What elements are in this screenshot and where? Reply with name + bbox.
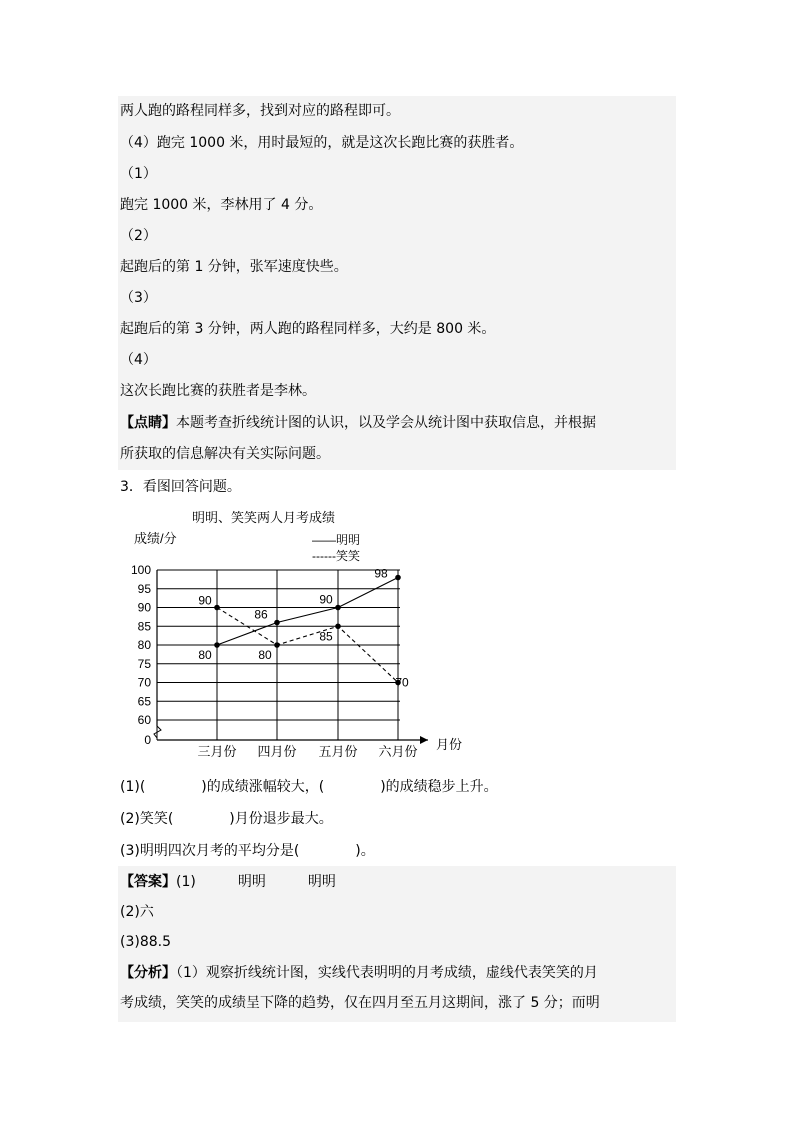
data-label: 90 <box>319 592 333 607</box>
answer-line-1 <box>120 872 336 892</box>
data-point <box>214 642 220 648</box>
chart-legend <box>312 533 360 563</box>
legend-item-xiaoxiao: ------笑笑 <box>312 549 360 563</box>
top-line: （2） <box>120 228 157 244</box>
data-label: 86 <box>254 607 268 622</box>
top-line: 跑完 1000 米，李林用了 4 分。 <box>120 197 323 213</box>
data-point <box>274 620 280 626</box>
legend-item-mingming: ——明明 <box>312 533 361 547</box>
data-point <box>335 605 341 611</box>
data-label: 80 <box>258 648 272 662</box>
data-label: 70 <box>395 675 409 690</box>
top-line: 两人跑的路程同样多，找到对应的路程即可。 <box>120 103 400 119</box>
chart-title: 明明、笑笑两人月考成绩 <box>192 510 336 525</box>
chart-xlabel: 月份 <box>436 737 463 752</box>
chart-x-ticks <box>197 744 417 759</box>
top-line: 这次长跑比赛的获胜者是李林。 <box>120 383 316 399</box>
top-line: （3） <box>120 290 157 306</box>
top-line: 起跑后的第 3 分钟，两人跑的路程同样多，大约是 800 米。 <box>120 321 496 337</box>
chart-grid <box>157 570 400 740</box>
question3-part1: (1)( )的成绩涨幅较大，( )的成绩稳步上升。 <box>120 779 498 795</box>
question3-title: 3．看图回答问题。 <box>120 479 241 495</box>
data-point <box>214 605 220 611</box>
dianjing-text-1: 本题考查折线统计图的认识，以及学会从统计图中获取信息，并根据 <box>176 415 596 431</box>
y-tick-label: 100 <box>130 563 151 577</box>
x-tick-label: 六月份 <box>378 744 418 759</box>
y-tick-label: 60 <box>137 713 151 727</box>
y-tick-label: 75 <box>137 656 151 671</box>
data-label: 80 <box>198 648 212 662</box>
y-tick-label: 80 <box>137 638 151 652</box>
x-tick-label: 三月份 <box>197 744 237 759</box>
series-line-mingming <box>217 578 398 646</box>
top-line: （1） <box>120 166 157 182</box>
top-line: （4） <box>120 352 157 368</box>
top-line: 起跑后的第 1 分钟，张军速度快些。 <box>120 259 348 275</box>
analysis-text-1: （1）观察折线统计图，实线代表明明的月考成绩，虚线代表笑笑的月 <box>176 965 598 981</box>
answer-line-2: (2)六 <box>120 904 154 920</box>
answer-text-1: (1) 明明 明明 <box>176 874 336 890</box>
answer-line-3: (3)88.5 <box>120 934 172 950</box>
data-label: 85 <box>319 629 333 644</box>
y-tick-label: 85 <box>137 619 151 634</box>
analysis-tag: 【分析】 <box>120 965 176 981</box>
dianjing-tag: 【点睛】 <box>120 415 176 431</box>
data-point <box>274 642 280 648</box>
top-line: （4）跑完 1000 米，用时最短的，就是这次长跑比赛的获胜者。 <box>120 135 524 151</box>
y-tick-label: 65 <box>137 694 151 709</box>
x-axis-arrow <box>420 736 428 744</box>
dianjing-line-2: 所获取的信息解决有关实际问题。 <box>120 446 330 462</box>
chart-axes <box>154 570 428 744</box>
y-tick-label: 70 <box>137 675 151 690</box>
data-point <box>335 623 341 629</box>
y-tick-label: 90 <box>137 600 151 615</box>
data-label: 98 <box>374 566 388 581</box>
question3-part3: (3)明明四次月考的平均分是( )。 <box>120 843 375 859</box>
answer-tag: 【答案】 <box>120 874 176 890</box>
data-point <box>395 575 401 581</box>
y-tick-label: 0 <box>144 733 151 747</box>
chart-series <box>198 567 409 690</box>
question3-part2: (2)笑笑( )月份退步最大。 <box>120 811 333 827</box>
x-tick-label: 五月份 <box>318 744 358 759</box>
chart-ylabel: 成绩/分 <box>134 531 177 546</box>
analysis-line-1 <box>120 963 598 983</box>
x-tick-label: 四月份 <box>257 744 297 759</box>
data-label: 90 <box>198 593 212 608</box>
y-tick-label: 95 <box>137 581 151 596</box>
analysis-line-2: 考成绩，笑笑的成绩呈下降的趋势，仅在四月至五月这期间，涨了 5 分；而明 <box>120 995 600 1011</box>
chart-y-ticks <box>131 563 151 747</box>
